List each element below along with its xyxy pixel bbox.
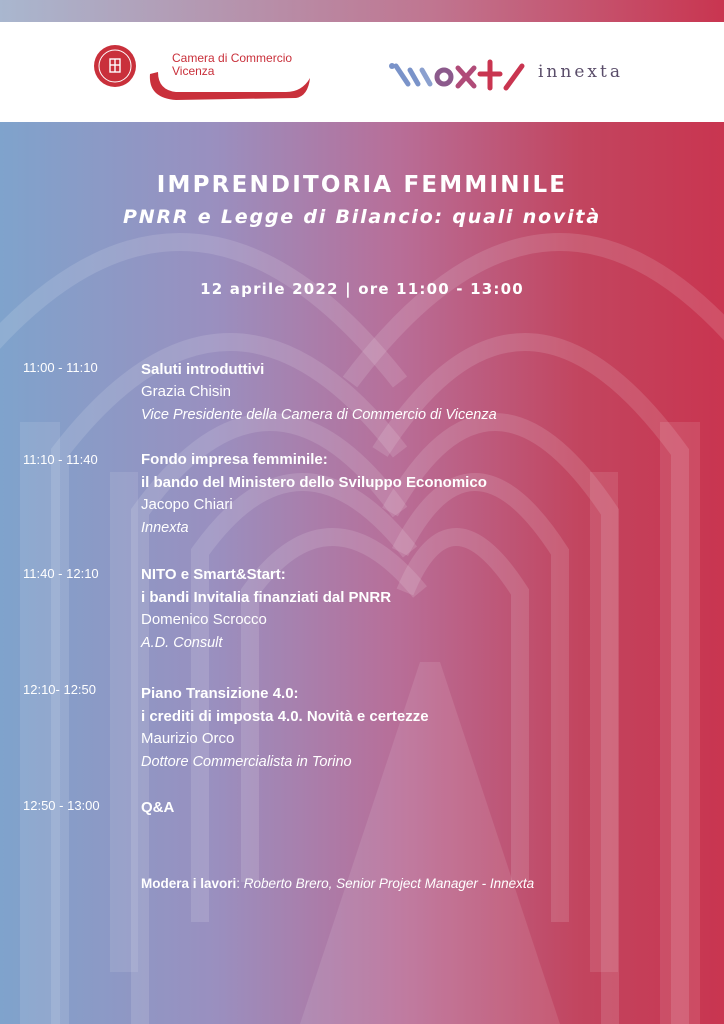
- agenda-role: Dottore Commercialista in Torino: [141, 754, 352, 770]
- event-subtitle: PNRR e Legge di Bilancio: quali novità: [123, 206, 601, 228]
- agenda-title: i bandi Invitalia finanziati dal PNRR: [141, 589, 392, 606]
- agenda-title: i crediti di imposta 4.0. Novità e certezze: [141, 708, 429, 725]
- agenda-time: 12:50 - 13:00: [23, 798, 100, 813]
- moderator-label: Modera i lavori: [141, 876, 237, 891]
- agenda-body: [141, 563, 711, 655]
- event-date: 12 aprile 2022 | ore 11:00 - 13:00: [200, 280, 524, 298]
- agenda-body: [141, 448, 711, 540]
- agenda-speaker: Domenico Scrocco: [141, 611, 267, 628]
- agenda-title: Fondo impresa femminile:: [141, 451, 328, 468]
- moderator-name: Roberto Brero, Senior Project Manager - Innexta: [243, 876, 535, 891]
- agenda-title: Q&A: [141, 799, 175, 816]
- moderator-line: [141, 876, 534, 891]
- agenda-role: Innexta: [141, 520, 189, 536]
- agenda-body: [141, 796, 711, 819]
- chamber-seal-logo: [93, 44, 137, 88]
- agenda-speaker: Maurizio Orco: [141, 730, 235, 747]
- agenda-body: [141, 682, 711, 774]
- agenda-role: A.D. Consult: [141, 635, 223, 651]
- moderator-separator: :: [236, 876, 244, 891]
- agenda-role: Vice Presidente della Camera di Commercio di Vicenza: [141, 407, 497, 423]
- innexta-symbol-logo: [388, 58, 528, 94]
- agenda-title: il bando del Ministero dello Sviluppo Economico: [141, 474, 487, 491]
- innexta-wordmark: innexta: [538, 62, 623, 82]
- agenda-title: Piano Transizione 4.0:: [141, 685, 299, 702]
- event-title: IMPRENDITORIA FEMMINILE: [156, 172, 568, 198]
- agenda-speaker: Jacopo Chiari: [141, 496, 233, 513]
- agenda-time: 11:00 - 11:10: [23, 360, 98, 375]
- top-color-band: [0, 0, 724, 22]
- chamber-name-line1: Camera di Commercio: [172, 51, 293, 65]
- agenda-time: 11:10 - 11:40: [23, 452, 98, 467]
- agenda-time: 12:10- 12:50: [23, 682, 97, 697]
- agenda-body: [141, 358, 711, 427]
- chamber-swoosh-logo: [146, 68, 312, 106]
- agenda-title: NITO e Smart&Start:: [141, 566, 286, 583]
- chamber-name-line2: Vicenza: [172, 64, 215, 78]
- agenda-speaker: Grazia Chisin: [141, 383, 232, 400]
- agenda-time: 11:40 - 12:10: [23, 566, 99, 581]
- agenda-title: Saluti introduttivi: [141, 361, 265, 378]
